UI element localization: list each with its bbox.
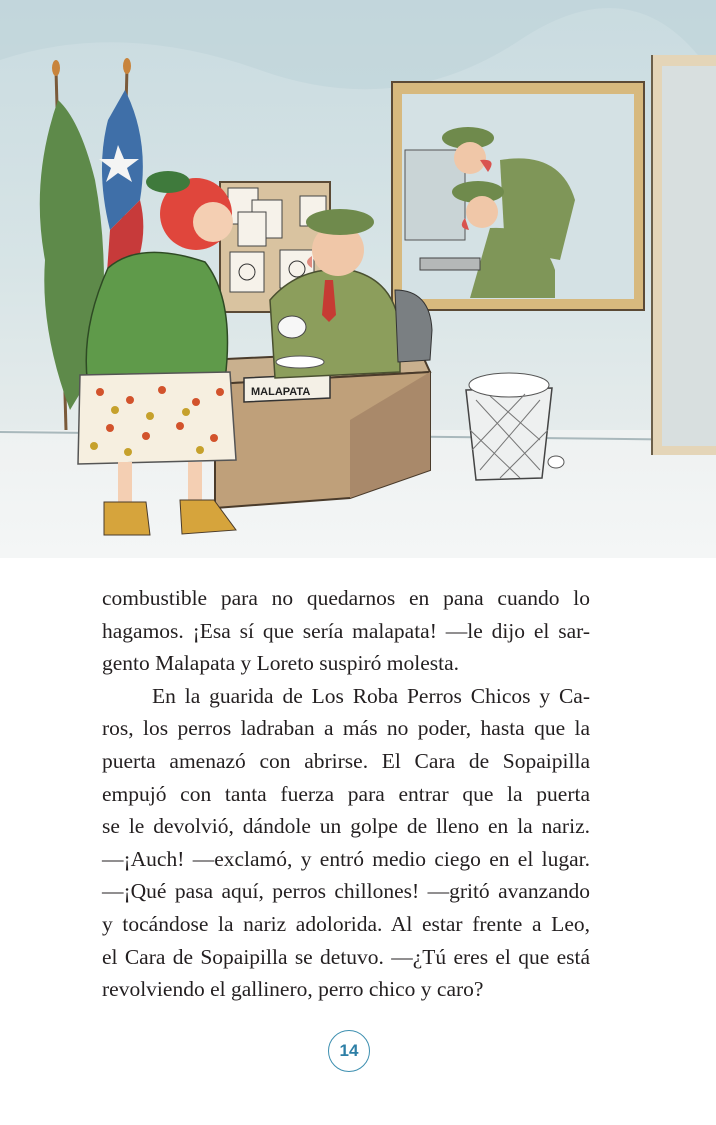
window bbox=[392, 82, 644, 310]
text-line: el Cara de Sopaipilla se detuvo. —¿Tú eres el que está bbox=[102, 944, 590, 969]
text-line: combustible para no quedarnos en pana cuando lo bbox=[102, 586, 590, 610]
text-line: y tocándose la nariz adolorida. Al estar frente a Leo, bbox=[102, 911, 590, 936]
body-text bbox=[102, 582, 590, 1006]
page-number: 14 bbox=[328, 1030, 370, 1072]
text-line: empujó con tanta fuerza para entrar que la puerta bbox=[102, 781, 590, 806]
door-frame bbox=[652, 55, 716, 455]
text-line: gento Malapata y Loreto suspiró molesta. bbox=[102, 651, 460, 676]
text-line: revolviendo el gallinero, perro chico y caro? bbox=[102, 977, 484, 1002]
text-line: hagamos. ¡Esa sí que sería malapata! —le dijo el sar- bbox=[102, 618, 590, 643]
text-line: En la guarida de Los Roba Perros Chicos y Ca- bbox=[152, 683, 590, 708]
desk-nameplate-text: MALAPATA bbox=[251, 386, 311, 398]
text-line: —¡Auch! —exclamó, y entró medio ciego en el lugar. bbox=[102, 846, 590, 871]
police-station-illustration bbox=[0, 0, 716, 558]
text-line: puerta amenazó con abrirse. El Cara de Sopaipilla bbox=[102, 748, 590, 773]
text-line: se le devolvió, dándole un golpe de lleno en la nariz. bbox=[102, 814, 590, 839]
text-line: ros, los perros ladraban a más no poder, hasta que la bbox=[102, 716, 590, 741]
text-line: —¡Qué pasa aquí, perros chillones! —gritó avanzando bbox=[102, 879, 590, 904]
